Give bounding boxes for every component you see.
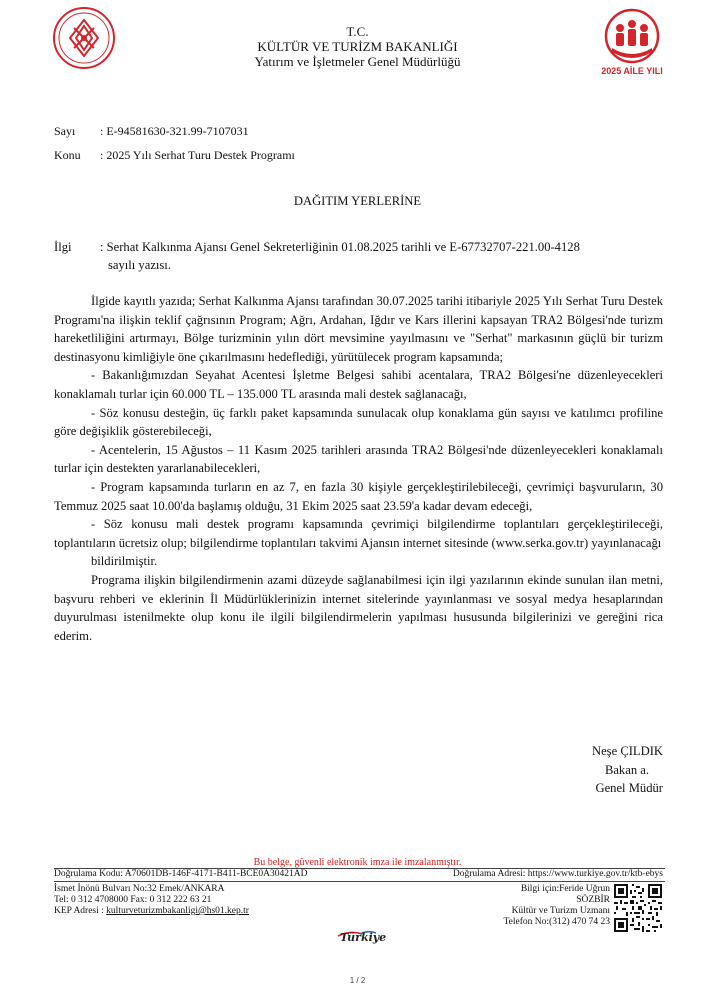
sayi-value: : E-94581630-321.99-7107031 bbox=[100, 124, 249, 138]
konu-label: Konu bbox=[54, 148, 81, 162]
sayi-row bbox=[54, 124, 249, 139]
header-directorate: Yatırım ve İşletmeler Genel Müdürlüğü bbox=[254, 54, 461, 69]
bullet-1: - Bakanlığımızdan Seyahat Acentesi İşletme Belgesi sahibi acentalara, TRA2 Bölgesi'ne düzenleyecekleri konaklamalı turlar için 60.000 TL – 135.000 TL arasında mali destek sağlanacağı, bbox=[54, 368, 663, 401]
header-tc: T.C. bbox=[346, 24, 369, 39]
info-block bbox=[504, 884, 610, 928]
info-phone: Telefon No:(312) 470 74 23 bbox=[503, 917, 610, 927]
bullet-5-continued: bildirilmiştir. bbox=[91, 554, 158, 569]
kep-label: KEP Adresi : bbox=[54, 906, 107, 916]
turkiye-brand-logo bbox=[330, 925, 390, 947]
signature-block bbox=[592, 742, 663, 798]
verify-code: Doğrulama Kodu: A70601DB-146F-4171-B411-BCE0A30421AD bbox=[54, 869, 308, 879]
konu-value: : 2025 Yılı Serhat Turu Destek Programı bbox=[100, 148, 295, 162]
signer-title-1: Bakan a. bbox=[604, 762, 649, 777]
kep-row bbox=[54, 906, 249, 917]
letter-body bbox=[54, 292, 663, 645]
bullet-2: - Söz konusu desteğin, üç farklı paket kapsamında sunulacak olup konaklama gün sayısı ve katılımcı profiline göre değişiklik gösterebileceği, bbox=[54, 405, 663, 439]
header-block bbox=[0, 24, 715, 69]
sayi-label: Sayı bbox=[54, 124, 76, 138]
page-number: 1 / 2 bbox=[349, 976, 366, 985]
qr-code bbox=[614, 884, 662, 932]
info-role: Kültür ve Turizm Uzmanı bbox=[511, 906, 610, 916]
footer-divider-bottom bbox=[54, 881, 665, 882]
signer-title-2: Genel Müdür bbox=[595, 781, 663, 795]
ilgi-block bbox=[54, 238, 674, 274]
kep-link[interactable]: kulturveturizmbakanligi@hs01.kep.tr bbox=[106, 906, 249, 916]
turkiye-logo-text: Türkiye bbox=[340, 931, 387, 944]
bullet-5: - Söz konusu mali destek programı kapsamında çevrimiçi bilgilendirme toplantıları gerçekleştirileceği, toplantıların ücretsiz olup; bilgilendirme toplantıları takvimi Ajansın internet sitesinde (www.serka.gov.tr) yayınlanacağı bbox=[54, 517, 663, 550]
ilgi-value-1: : Serhat Kalkınma Ajansı Genel Sekreterliğinin 01.08.2025 tarihli ve E-67732707-221.00-4128 bbox=[100, 240, 580, 254]
info-contact-person: Bilgi için:Feride Uğrun bbox=[520, 884, 610, 894]
phone-fax: Tel: 0 312 4708000 Fax: 0 312 222 63 21 bbox=[54, 895, 212, 905]
aile-yili-text: 2025 AİLE YILI bbox=[601, 66, 663, 76]
paragraph-intro: İlgide kayıtlı yazıda; Serhat Kalkınma Ajansı tarafından 30.07.2025 tarihi itibariyle 2025 Yılı Serhat Turu Destek Programı'na ilişkin teklif çağrısının Program; Ağrı, Ardahan, Iğdır ve Kars illerini kapsayan TRA2 Bölgesi'nde turizm hareketliliğini artırmayı, Bölge turizminin yılın dört mevsimine yayılmasını ve "Serhat" markasının güçlü bir turizm destinasyonu kimliğiyle öne çıkarılmasını hedeflediği, yürütülecek program kapsamında; bbox=[54, 294, 663, 364]
info-surname: SÖZBİR bbox=[576, 895, 610, 905]
ilgi-value-2: sayılı yazısı. bbox=[108, 258, 171, 272]
konu-row bbox=[54, 148, 295, 163]
recipient-heading: DAĞITIM YERLERİNE bbox=[293, 194, 422, 208]
contact-block bbox=[54, 884, 249, 917]
bullet-4: - Program kapsamında turların en az 7, en fazla 30 kişiyle gerçekleştirilebileceği, çevrimiçi başvuruların, 30 Temmuz 2025 saat 10.00'da başlamış olduğu, 31 Ekim 2025 saat 23.59'a kadar devam edeceği, bbox=[54, 479, 663, 513]
header-ministry: KÜLTÜR VE TURİZM BAKANLIĞI bbox=[257, 39, 458, 54]
signer-name: Neşe ÇILDIK bbox=[592, 744, 663, 758]
verify-address: Doğrulama Adresi: https://www.turkiye.gov.tr/ktb-ebys bbox=[452, 869, 663, 879]
esign-notice: Bu belge, güvenli elektronik imza ile imzalanmıştır. bbox=[253, 857, 462, 868]
address: İsmet İnönü Bulvarı No:32 Emek/ANKARA bbox=[54, 884, 225, 894]
ilgi-label: İlgi bbox=[54, 240, 72, 254]
paragraph-closing: Programa ilişkin bilgilendirmenin azami düzeyde sağlanabilmesi için ilgi yazılarının ekinde sunulan ilan metni, başvuru rehberi ve eklerinin İl Müdürlüklerinizin internet sitelerinde yayınlanması ve sosyal medya hesaplarından duyurulması istenilmekte olup konu ile ilgili bilgilendirmelerin yapılması hususunda bilgilerinizi ve gereğini rica ederim. bbox=[54, 572, 663, 643]
bullet-3: - Acentelerin, 15 Ağustos – 11 Kasım 2025 tarihleri arasında TRA2 Bölgesi'nde düzenleyecekleri konaklamalı turlar için destekten yararlanabilecekleri, bbox=[54, 442, 663, 476]
